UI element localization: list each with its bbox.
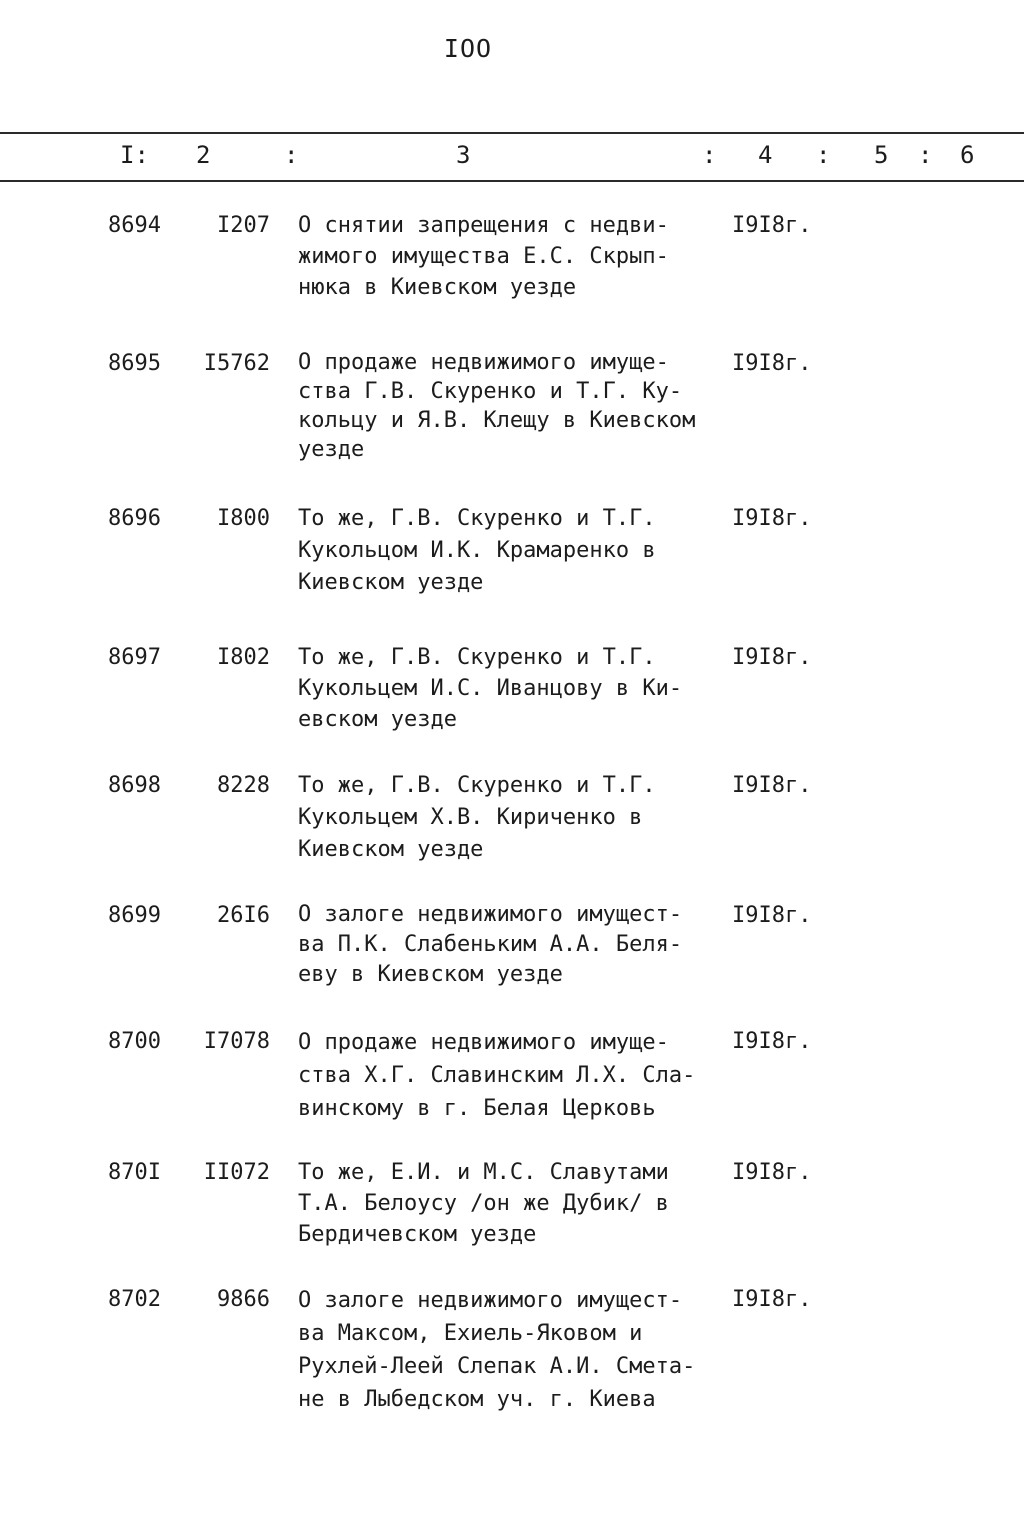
entry-number: 8702 — [108, 1287, 161, 1312]
entry-code: 26I6 — [217, 903, 270, 928]
entry-description — [298, 503, 738, 599]
entry-description-line: То же, Г.В. Скуренко и Т.Г. — [298, 645, 656, 670]
entry-number: 8699 — [108, 903, 161, 928]
entry-description-line: То же, Г.В. Скуренко и Т.Г. — [298, 773, 656, 798]
entry-description-line: нюка в Киевском уезде — [298, 275, 577, 300]
entry-description-line: О залоге недвижимого имущест- — [298, 902, 683, 927]
column-header-4: 4 — [758, 141, 773, 169]
entry-year: I9I8г. — [732, 351, 812, 376]
entry-description — [298, 210, 738, 303]
entry-description — [298, 1026, 738, 1125]
entry-description-line: О залоге недвижимого имущест- — [298, 1288, 683, 1313]
entry-description-line: То же, Г.В. Скуренко и Т.Г. — [298, 506, 656, 531]
entry-year: I9I8г. — [732, 773, 812, 798]
entry-number: 8697 — [108, 645, 161, 670]
entry-description-line: ва Максом, Ехиель-Яковом и — [298, 1321, 643, 1346]
entry-description-line: Кукольцом И.К. Крамаренко в — [298, 538, 656, 563]
column-header-3: 3 — [456, 141, 471, 169]
column-separator: : — [918, 141, 933, 169]
entry-number: 8696 — [108, 506, 161, 531]
entry-description-line: Рухлей-Леей Слепак А.И. Смета- — [298, 1354, 696, 1379]
entry-number: 8694 — [108, 213, 161, 238]
entry-year: I9I8г. — [732, 1160, 812, 1185]
entry-code: I802 — [217, 645, 270, 670]
entry-description — [298, 900, 738, 990]
entry-description-line: О продаже недвижимого имуще- — [298, 1030, 669, 1055]
entry-description-line: винскому в г. Белая Церковь — [298, 1096, 656, 1121]
entry-description — [298, 1284, 738, 1416]
column-header-6: 6 — [960, 141, 975, 169]
entry-description-line: Кукольцем И.С. Иванцову в Ки- — [298, 676, 683, 701]
entry-year: I9I8г. — [732, 645, 812, 670]
entry-code: I800 — [217, 506, 270, 531]
entry-year: I9I8г. — [732, 1029, 812, 1054]
entry-year: I9I8г. — [732, 1287, 812, 1312]
entry-code: II072 — [203, 1160, 270, 1185]
entry-description — [298, 1157, 738, 1250]
entry-description-line: еву в Киевском уезде — [298, 962, 563, 987]
entry-description-line: То же, Е.И. и М.С. Славутами — [298, 1160, 669, 1185]
entry-number: 8698 — [108, 773, 161, 798]
page-number: IOO — [443, 34, 493, 63]
entry-description-line: ва П.К. Слабеньким А.А. Беля- — [298, 932, 683, 957]
entry-description-line: ства Г.В. Скуренко и Т.Г. Ку- — [298, 379, 683, 404]
entry-description-line: жимого имущества Е.С. Скрып- — [298, 244, 669, 269]
entry-description-line: О снятии запрещения с недви- — [298, 213, 669, 238]
entry-description-line: Кукольцем Х.В. Кириченко в — [298, 805, 643, 830]
entry-description-line: ства Х.Г. Славинским Л.Х. Сла- — [298, 1063, 696, 1088]
column-header-5: 5 — [874, 141, 889, 169]
entry-description-line: Киевском уезде — [298, 837, 484, 862]
entry-description-line: Бердичевском уезде — [298, 1222, 537, 1247]
entry-description-line: Киевском уезде — [298, 570, 484, 595]
entry-description — [298, 770, 738, 866]
column-separator: : — [816, 141, 831, 169]
entry-description-line: уезде — [298, 437, 365, 462]
entry-year: I9I8г. — [732, 506, 812, 531]
entry-number: 8695 — [108, 351, 161, 376]
column-separator: : — [284, 141, 299, 169]
entry-description — [298, 348, 738, 464]
header-top-rule — [0, 132, 1024, 134]
entry-code: I5762 — [203, 351, 270, 376]
entry-year: I9I8г. — [732, 903, 812, 928]
column-separator: : — [702, 141, 717, 169]
column-header-1: I: — [120, 141, 149, 169]
header-bottom-rule — [0, 180, 1024, 182]
entry-number: 870I — [108, 1160, 161, 1185]
column-header-2: 2 — [196, 141, 211, 169]
entry-number: 8700 — [108, 1029, 161, 1054]
entry-code: I7078 — [203, 1029, 270, 1054]
entry-description — [298, 642, 738, 735]
entry-description-line: Т.А. Белоусу /он же Дубик/ в — [298, 1191, 669, 1216]
entry-description-line: О продаже недвижимого имуще- — [298, 350, 669, 375]
entry-code: I207 — [217, 213, 270, 238]
entry-year: I9I8г. — [732, 213, 812, 238]
entry-description-line: кольцу и Я.В. Клещу в Киевском — [298, 408, 696, 433]
entry-code: 8228 — [217, 773, 270, 798]
entry-code: 9866 — [217, 1287, 270, 1312]
entry-description-line: евском уезде — [298, 707, 457, 732]
entry-description-line: не в Лыбедском уч. г. Киева — [298, 1387, 656, 1412]
